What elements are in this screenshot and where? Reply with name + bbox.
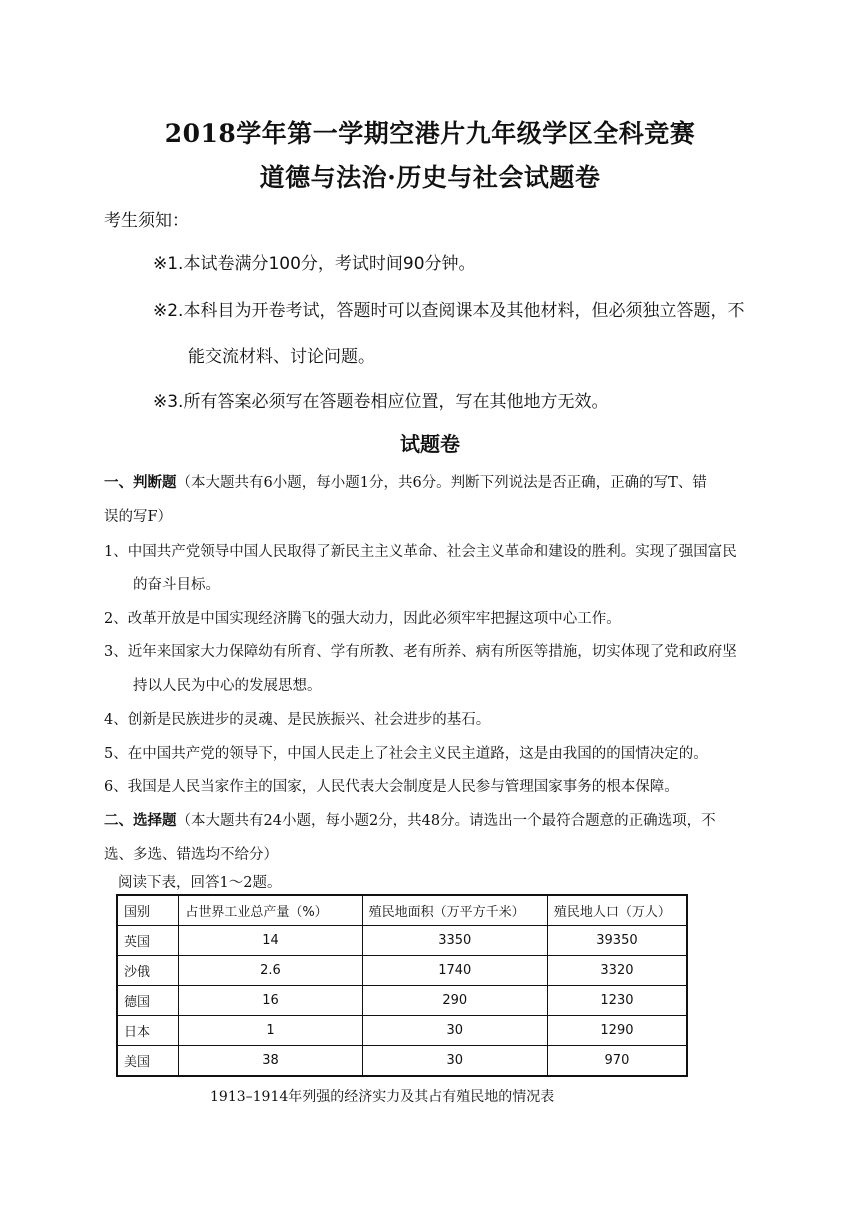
part2-desc-cont: 选、多选、错选均不给分） xyxy=(104,847,278,863)
cell-country: 日本 xyxy=(117,1016,179,1046)
question-1-cont: 的奋斗目标。 xyxy=(133,577,220,593)
question-3: 3、近年来国家大力保障幼有所育、学有所教、老有所养、病有所医等措施，切实体现了党和政府坚 xyxy=(104,644,737,660)
table-row xyxy=(117,926,687,956)
part1-label: 一、判断题 xyxy=(104,474,177,491)
notice-item-2-cont: 能交流材料、讨论问题。 xyxy=(188,347,375,367)
table-row xyxy=(117,1016,687,1046)
header-country: 国别 xyxy=(117,895,179,926)
cell-colony-area: 290 xyxy=(362,986,547,1016)
part1-desc-cont: 误的写F） xyxy=(104,509,173,525)
part1-desc: （本大题共有6小题，每小题1分，共6分。判断下列说法是否正确，正确的写T、错 xyxy=(176,475,707,491)
notice-item-2: ※2.本科目为开卷考试，答题时可以查阅课本及其他材料，但必须独立答题，不 xyxy=(153,301,745,321)
cell-industrial-share: 2.6 xyxy=(179,956,362,986)
cell-colony-population: 3320 xyxy=(547,956,687,986)
cell-colony-area: 30 xyxy=(362,1016,547,1046)
cell-colony-area: 30 xyxy=(362,1046,547,1077)
cell-colony-population: 39350 xyxy=(547,926,687,956)
cell-colony-population: 1290 xyxy=(547,1016,687,1046)
part2-heading xyxy=(104,809,716,830)
notice-item-1: ※1.本试卷满分100分，考试时间90分钟。 xyxy=(153,254,476,274)
question-5: 5、在中国共产党的领导下，中国人民走上了社会主义民主道路，这是由我国的的国情决定的。 xyxy=(104,746,708,762)
part1-heading xyxy=(104,471,707,492)
table-row xyxy=(117,956,687,986)
part2-desc: （本大题共有24小题，每小题2分，共48分。请选出一个最符合题意的正确选项，不 xyxy=(176,813,716,829)
table-header-row xyxy=(117,895,687,926)
exam-subtitle: 道德与法治·历史与社会试题卷 xyxy=(259,163,601,192)
cell-industrial-share: 38 xyxy=(179,1046,362,1077)
cell-colony-area: 3350 xyxy=(362,926,547,956)
cell-country: 英国 xyxy=(117,926,179,956)
question-2: 2、改革开放是中国实现经济腾飞的强大动力，因此必须牢牢把握这项中心工作。 xyxy=(104,611,621,627)
table-row xyxy=(117,986,687,1016)
part2-label: 二、选择题 xyxy=(104,812,177,829)
section-heading: 试题卷 xyxy=(400,432,460,456)
question-4: 4、创新是民族进步的灵魂、是民族振兴、社会进步的基石。 xyxy=(104,712,491,728)
cell-industrial-share: 14 xyxy=(179,926,362,956)
table-intro: 阅读下表，回答1～2题。 xyxy=(118,875,282,891)
header-industrial-share: 占世界工业总产量（%） xyxy=(179,895,362,926)
cell-country: 沙俄 xyxy=(117,956,179,986)
table-caption: 1913–1914年列强的经济实力及其占有殖民地的情况表 xyxy=(210,1089,555,1105)
question-3-cont: 持以人民为中心的发展思想。 xyxy=(133,678,322,694)
cell-colony-area: 1740 xyxy=(362,956,547,986)
cell-industrial-share: 1 xyxy=(179,1016,362,1046)
cell-colony-population: 1230 xyxy=(547,986,687,1016)
notice-heading: 考生须知： xyxy=(104,211,189,231)
table-row xyxy=(117,1046,687,1077)
header-colony-area: 殖民地面积（万平方千米） xyxy=(362,895,547,926)
question-1: 1、中国共产党领导中国人民取得了新民主主义革命、社会主义革命和建设的胜利。实现了强国富民 xyxy=(104,544,737,560)
cell-country: 德国 xyxy=(117,986,179,1016)
exam-title: 2018学年第一学期空港片九年级学区全科竞赛 xyxy=(164,119,696,148)
cell-colony-population: 970 xyxy=(547,1046,687,1077)
question-6: 6、我国是人民当家作主的国家，人民代表大会制度是人民参与管理国家事务的根本保障。 xyxy=(104,779,679,795)
header-colony-population: 殖民地人口（万人） xyxy=(547,895,687,926)
notice-item-3: ※3.所有答案必须写在答题卷相应位置，写在其他地方无效。 xyxy=(153,392,609,412)
cell-country: 美国 xyxy=(117,1046,179,1077)
data-table xyxy=(116,894,688,1077)
cell-industrial-share: 16 xyxy=(179,986,362,1016)
